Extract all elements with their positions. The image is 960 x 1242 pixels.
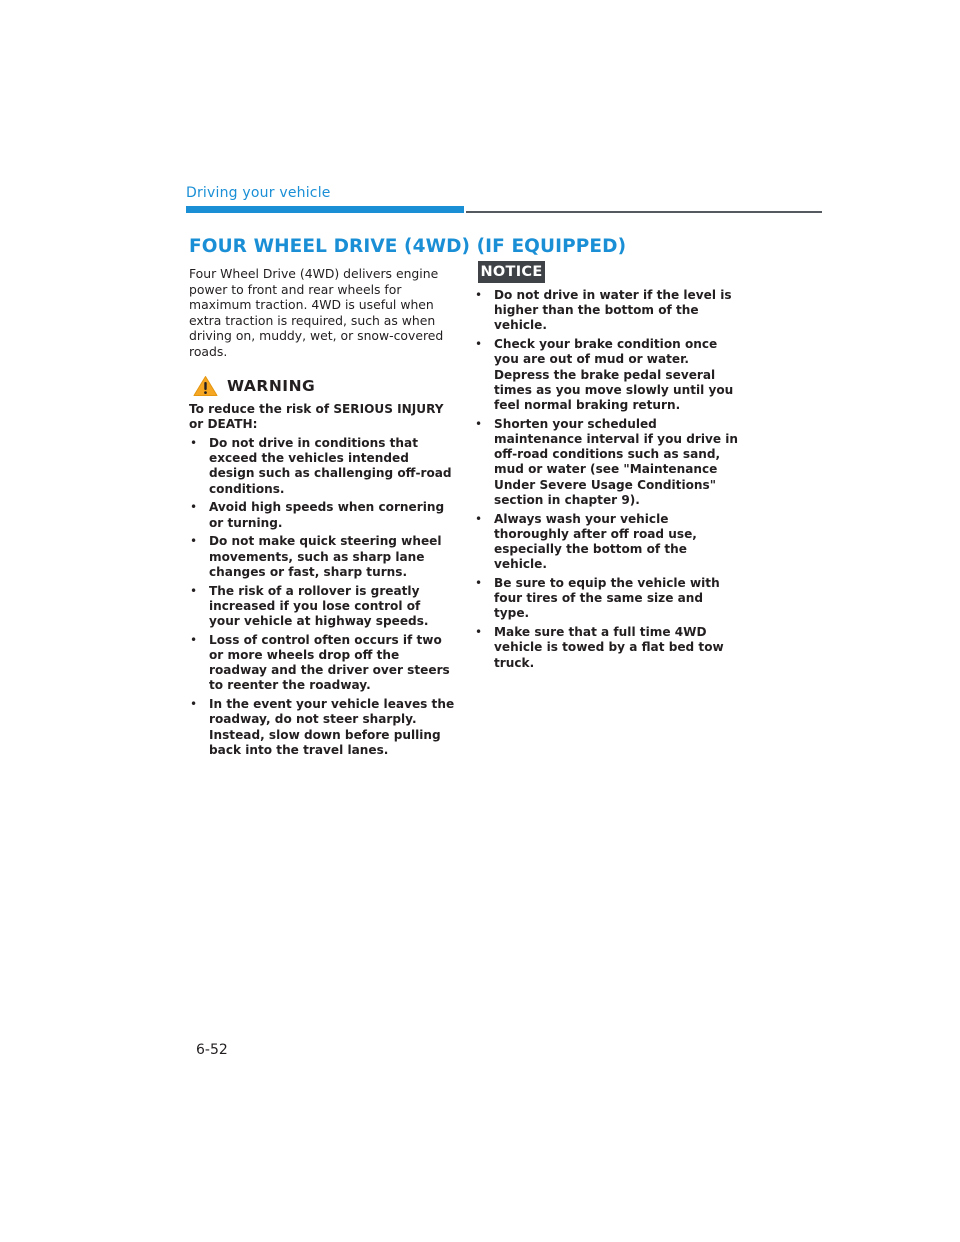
list-item: [189, 584, 455, 630]
notice-badge: NOTICE: [478, 261, 545, 283]
list-item-text: Be sure to equip the vehicle with four tires of the same size and type.: [494, 576, 720, 621]
list-item: [474, 625, 740, 671]
bullet: •: [475, 625, 483, 640]
page-number: 6-52: [196, 1042, 228, 1058]
warning-lead-text: To reduce the risk of SERIOUS INJURY or DEATH:: [189, 402, 444, 432]
list-item: [474, 512, 740, 573]
bullet: •: [475, 416, 483, 431]
bullet: •: [475, 576, 483, 591]
list-item: [189, 633, 455, 694]
bullet: •: [190, 500, 198, 515]
bullet: •: [475, 337, 483, 352]
list-item-text: Shorten your scheduled maintenance interval if you drive in off-road conditions such as sand, mud or water (see "Maintenance Under Severe Usage Conditions" section in chapter 9).: [494, 416, 739, 507]
bullet: •: [190, 632, 198, 647]
warning-heading: [193, 374, 315, 398]
header-accent-bar: [186, 206, 464, 213]
bullet: •: [190, 436, 198, 450]
notice-list: [474, 288, 740, 674]
list-item-text: Avoid high speeds when cornering or turning.: [209, 500, 445, 530]
list-item: [189, 534, 455, 580]
header-divider: [466, 211, 822, 213]
list-item-text: Always wash your vehicle thoroughly after off road use, especially the bottom of the vehicle.: [494, 511, 697, 572]
warning-list: [189, 436, 455, 762]
list-item-text: Make sure that a full time 4WD vehicle is towed by a flat bed tow truck.: [494, 625, 724, 670]
section-title: FOUR WHEEL DRIVE (4WD) (IF EQUIPPED): [189, 236, 627, 257]
list-item-text: Do not drive in conditions that exceed the vehicles intended design such as challenging off-road conditions.: [209, 436, 452, 496]
bullet: •: [190, 583, 198, 598]
chapter-header: Driving your vehicle: [186, 185, 331, 201]
bullet: •: [190, 534, 198, 549]
list-item-text: In the event your vehicle leaves the roadway, do not steer sharply. Instead, slow down before pulling back into the travel lanes.: [209, 697, 455, 757]
warning-triangle-icon: [193, 375, 218, 397]
list-item-text: The risk of a rollover is greatly increased if you lose control of your vehicle at highway speeds.: [209, 583, 429, 629]
bullet: •: [475, 511, 483, 526]
list-item: [474, 417, 740, 508]
intro-paragraph: Four Wheel Drive (4WD) delivers engine power to front and rear wheels for maximum traction. 4WD is useful when extra traction is required, such as when driving on, muddy, wet, or snow-covered roads.: [189, 266, 444, 359]
list-item-text: Check your brake condition once you are out of mud or water. Depress the brake pedal several times as you move slowly until you feel normal braking return.: [494, 337, 734, 413]
list-item-text: Do not make quick steering wheel movements, such as sharp lane changes or fast, sharp turns.: [209, 534, 442, 579]
list-item: [474, 288, 740, 334]
bullet: •: [190, 697, 198, 712]
list-item: [189, 697, 455, 758]
list-item: [189, 436, 455, 497]
bullet: •: [475, 288, 483, 302]
list-item: [474, 576, 740, 622]
list-item: [474, 337, 740, 413]
list-item-text: Do not drive in water if the level is higher than the bottom of the vehicle.: [494, 288, 732, 333]
list-item: [189, 500, 455, 530]
warning-label: WARNING: [227, 377, 316, 395]
list-item-text: Loss of control often occurs if two or more wheels drop off the roadway and the driver over steers to reenter the roadway.: [209, 632, 450, 693]
